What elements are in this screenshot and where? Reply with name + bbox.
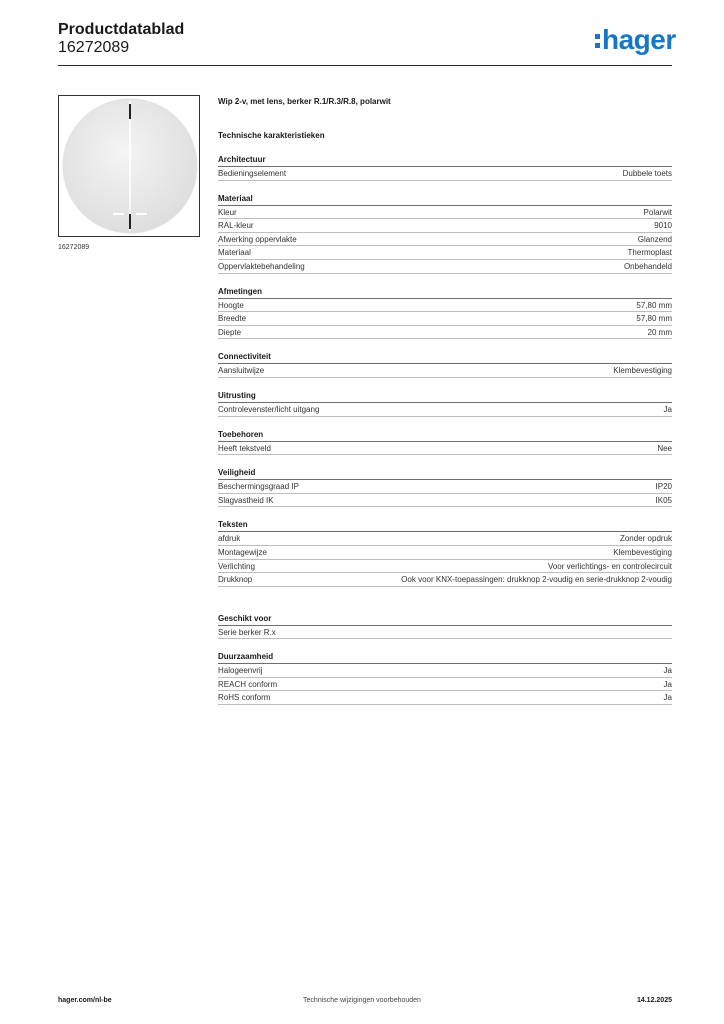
spec-section — [218, 351, 672, 378]
product-code: 16272089 — [58, 39, 130, 56]
section-title: Materiaal — [218, 193, 672, 206]
specs-heading: Technische karakteristieken — [218, 131, 325, 140]
spec-value: IK05 — [655, 495, 672, 505]
spec-row — [218, 260, 672, 274]
spec-sections — [218, 154, 672, 717]
spec-label: RAL-kleur — [218, 221, 254, 231]
hager-logo — [595, 25, 676, 55]
section-title: Uitrusting — [218, 390, 672, 403]
spec-value: Voor verlichtings- en controlecircuit — [547, 561, 672, 571]
spec-label: Breedte — [218, 314, 247, 324]
spec-value: Klembevestiging — [613, 366, 672, 376]
spec-row — [218, 480, 672, 494]
spec-section — [218, 467, 672, 507]
spec-section — [218, 193, 672, 274]
spec-label: Bedieningselement — [218, 169, 287, 178]
spec-value: Thermoplast — [627, 248, 672, 258]
section-title: Duurzaamheid — [218, 651, 672, 664]
spec-label: Halogeenvrij — [218, 666, 263, 676]
spec-row — [218, 206, 672, 220]
section-title: Toebehoren — [218, 429, 672, 442]
spec-value: Ook voor KNX-toepassingen: drukknop 2-voudig en serie-drukknop 2-voudig — [401, 575, 672, 585]
spec-row — [218, 167, 672, 181]
page-title: Productdatablad — [58, 21, 185, 38]
spec-label: Controlevenster/licht uitgang — [218, 404, 320, 414]
spec-value: IP20 — [655, 482, 672, 492]
logo-dots-icon — [595, 25, 600, 55]
header-divider — [58, 65, 672, 66]
spec-label: Drukknop — [218, 575, 253, 585]
section-title: Afmetingen — [218, 286, 672, 299]
spec-value: Onbehandeld — [623, 261, 672, 271]
spec-row — [218, 299, 672, 313]
spec-label: Aansluitwijze — [218, 366, 265, 376]
spec-row — [218, 691, 672, 705]
spec-value: Polarwit — [643, 207, 672, 217]
spec-value: Klembevestiging — [613, 547, 672, 557]
spec-row — [218, 494, 672, 508]
spec-row — [218, 442, 672, 456]
spec-label: afdruk — [218, 534, 241, 544]
spec-label: Materiaal — [218, 248, 251, 258]
switch-rocker-icon — [59, 96, 199, 236]
spec-label: Afwerking oppervlakte — [218, 234, 297, 244]
footer-notice: Technische wijzigingen voorbehouden — [303, 997, 421, 1004]
spec-section — [218, 429, 672, 456]
section-title: Connectiviteit — [218, 351, 672, 364]
spec-row — [218, 664, 672, 678]
spec-row — [218, 678, 672, 692]
spec-label: Heeft tekstveld — [218, 443, 271, 453]
section-title: Veiligheid — [218, 467, 672, 480]
spec-row — [218, 403, 672, 417]
spec-row — [218, 364, 672, 378]
spec-value: Ja — [663, 666, 672, 676]
spec-label: Oppervlaktebehandeling — [218, 261, 305, 271]
spec-value: Dubbele toets — [622, 169, 672, 178]
section-title: Teksten — [218, 519, 672, 532]
spec-label: Montagewijze — [218, 547, 267, 557]
spec-value: 9010 — [654, 221, 672, 231]
spec-value: Glanzend — [637, 234, 672, 244]
spec-row — [218, 626, 672, 640]
spec-label: Beschermingsgraad IP — [218, 482, 299, 492]
spec-label: Verlichting — [218, 561, 255, 571]
spec-row — [218, 532, 672, 546]
product-image — [58, 95, 200, 237]
spec-value: Ja — [663, 404, 672, 414]
spec-section — [218, 519, 672, 586]
spec-value: 57,80 mm — [636, 300, 672, 310]
spec-row — [218, 246, 672, 260]
spec-section — [218, 154, 672, 181]
spec-row — [218, 326, 672, 340]
spec-label: Diepte — [218, 327, 242, 337]
footer-date: 14.12.2025 — [636, 997, 672, 1004]
spec-value: 20 mm — [647, 327, 672, 337]
spec-section — [218, 613, 672, 640]
spec-section — [218, 390, 672, 417]
spec-label: REACH conform — [218, 679, 278, 689]
image-caption: 16272089 — [58, 244, 90, 251]
logo-text: hager — [602, 24, 676, 55]
spec-row — [218, 546, 672, 560]
spec-value: Zonder opdruk — [619, 534, 672, 544]
section-title: Geschikt voor — [218, 613, 672, 626]
spec-row — [218, 312, 672, 326]
spec-value: Ja — [663, 679, 672, 689]
spec-label: Serie berker R.x — [218, 627, 276, 637]
spec-label: Kleur — [218, 207, 237, 217]
spec-row — [218, 573, 672, 587]
footer-website[interactable]: hager.com/nl-be — [58, 997, 112, 1004]
product-title: Wip 2-v, met lens, berker R.1/R.3/R.8, polarwit — [218, 97, 391, 106]
spec-section — [218, 651, 672, 705]
spec-row — [218, 233, 672, 247]
spec-value: Nee — [657, 443, 672, 453]
spec-row — [218, 560, 672, 574]
spec-value: Ja — [663, 693, 672, 703]
section-title: Architectuur — [218, 154, 672, 167]
spec-row — [218, 219, 672, 233]
spec-label: Hoogte — [218, 300, 244, 310]
spec-label: Slagvastheid IK — [218, 495, 274, 505]
spec-label: RoHS conform — [218, 693, 271, 703]
spec-value: 57,80 mm — [636, 314, 672, 324]
spec-section — [218, 286, 672, 340]
